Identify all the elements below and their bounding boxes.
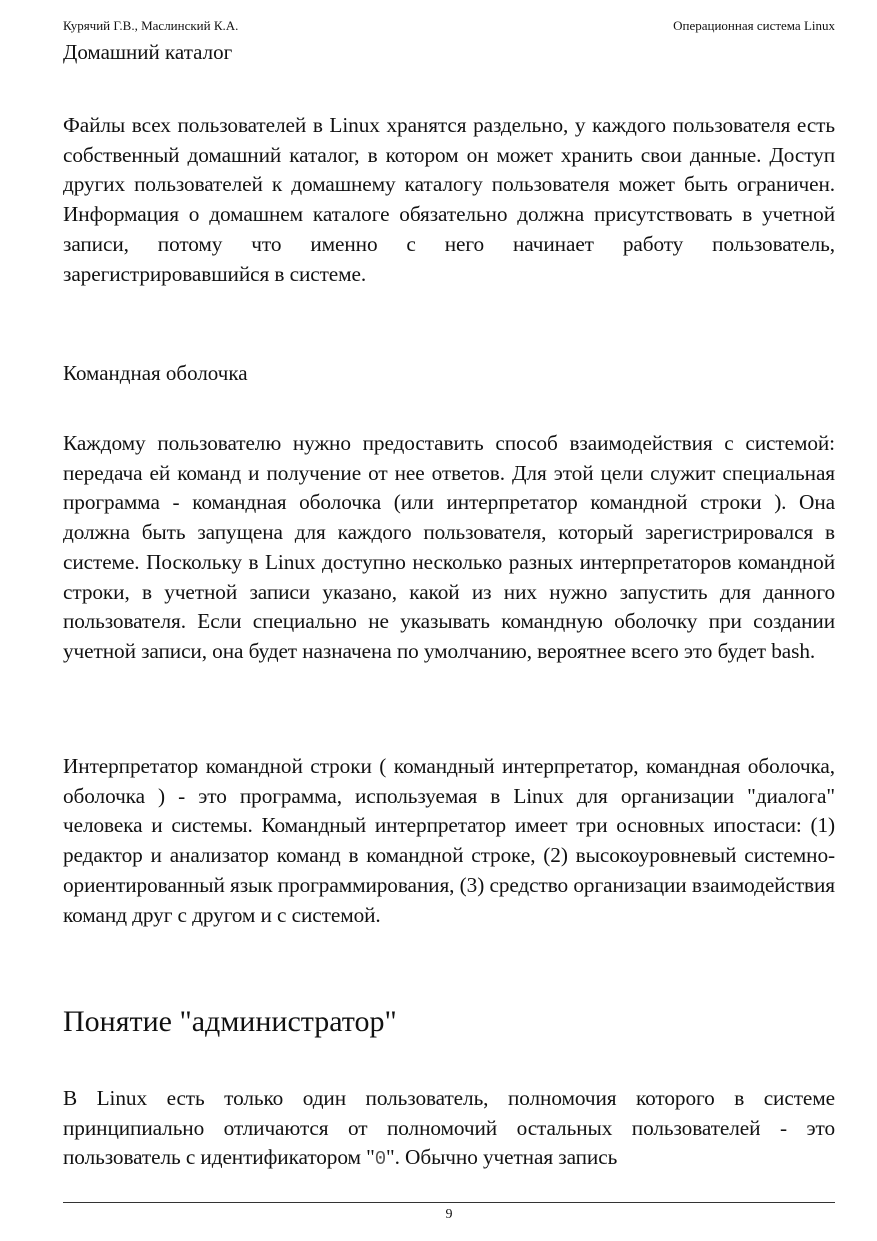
uid-zero: 0	[374, 1148, 387, 1171]
header-authors: Курячий Г.В., Маслинский К.А.	[63, 18, 239, 33]
page-number: 9	[445, 1207, 453, 1222]
paragraph-home-directory: Файлы всех пользователей в Linux хранятся раздельно, у каждого пользователя есть собственный домашний каталог, в котором он может хранить свои данные. Доступ других пользователей к домашнему каталогу пользователя может быть ограничен. Информация о домашнем каталоге обязательно должна присутствовать в учетной записи, потому что именно с него начинает работу пользователь, зарегистрировавшийся в системе.	[63, 113, 835, 286]
paragraph-administrator-start: В Linux есть только один пользователь, полномочия которого в системе принципиально отличаются от полномочий остальных пользователей - это пользователь с идентификатором "	[63, 1086, 835, 1170]
paragraph-administrator	[63, 1084, 835, 1175]
heading-command-shell: Командная оболочка	[63, 361, 248, 385]
footer-divider	[63, 1202, 835, 1203]
heading-administrator: Понятие "администратор"	[63, 1005, 397, 1038]
paragraph-shell-2: Интерпретатор командной строки ( командный интерпретатор, командная оболочка, оболочка ) - это программа, используемая в Linux для организации "диалога" человека и системы. Командный интерпретатор имеет три основных ипостаси: (1) редактор и анализатор команд в командной строке, (2) высокоуровневый системно-ориентированный язык программирования, (3) средство организации взаимодействия команд друг с другом и с системой.	[63, 754, 835, 927]
heading-home-directory: Домашний каталог	[63, 40, 233, 64]
paragraph-administrator-end: ". Обычно учетная запись	[386, 1145, 618, 1170]
paragraph-shell-1: Каждому пользователю нужно предоставить способ взаимодействия с системой: передача ей команд и получение от нее ответов. Для этой цели служит специальная программа - командная оболочка (или интерпретатор командной строки ). Она должна быть запущена для каждого пользователя, который зарегистрировался в системе. Поскольку в Linux доступно несколько разных интерпретаторов командной строки, в учетной записи указано, какой из них нужно запустить для данного пользователя. Если специально не указывать командную оболочку при создании учетной записи, она будет назначена по умолчанию, вероятнее всего это будет bash.	[63, 431, 835, 663]
running-header	[63, 17, 835, 35]
header-title: Операционная система Linux	[673, 18, 835, 33]
document-page	[63, 0, 835, 1241]
